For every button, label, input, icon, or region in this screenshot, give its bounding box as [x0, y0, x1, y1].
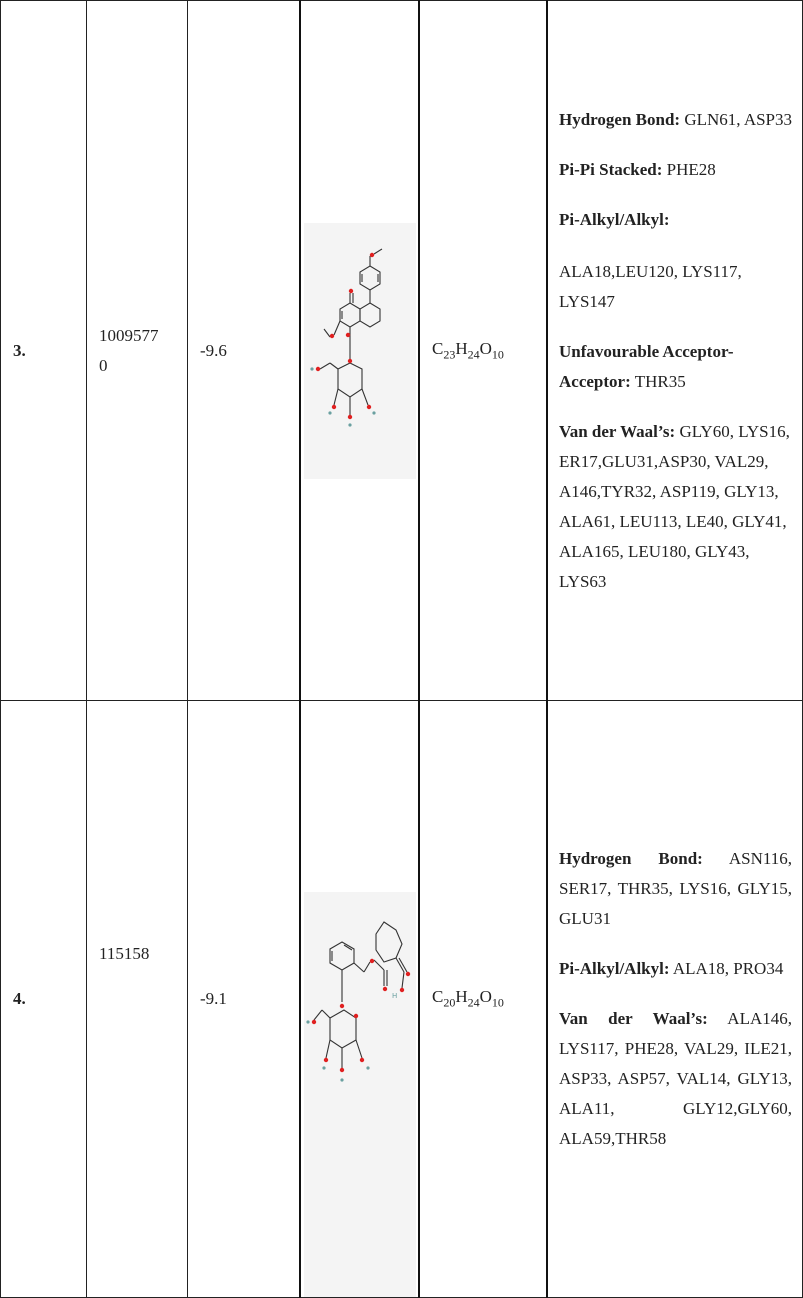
compound-id — [87, 939, 179, 969]
table-row — [1, 701, 803, 1298]
structure-cell — [300, 701, 419, 1298]
interaction-van-der-waals: Van der Waal’s: ALA146, LYS117, PHE28, VAL29, ILE21, ASP33, ASP57, VAL14, GLY13, ALA11, GLY12,GLY60, ALA59,THR58 — [559, 1009, 792, 1148]
docking-score: -9.6 — [200, 340, 227, 360]
row-number-cell — [1, 1, 87, 701]
molecular-formula: $C_{20}H_{24}O_{10}$ — [432, 987, 504, 1010]
compound-id-cell — [87, 1, 188, 701]
formula-cell — [419, 701, 547, 1298]
interactions-list — [548, 844, 802, 1154]
molecular-formula: $C_{23}H_{24}O_{10}$ — [432, 338, 504, 362]
row-number: 4. — [13, 989, 26, 1008]
table-row — [1, 1, 803, 701]
interaction-pi-alkyl: Pi-Alkyl/Alkyl: — [559, 209, 670, 229]
isoflavone-glycoside-structure-icon — [304, 223, 416, 479]
atom-label: H — [391, 992, 397, 1000]
docking-score-cell — [188, 1, 301, 701]
interaction-pi-alkyl-residues: ALA18,LEU120, LYS117, LYS147 — [559, 261, 742, 311]
interaction-unfavourable: Unfavourable Acceptor-Acceptor: THR35 — [559, 341, 734, 391]
formula-cell — [419, 1, 547, 701]
interactions-cell — [547, 701, 803, 1298]
compound-id — [87, 321, 179, 381]
interactions-cell — [547, 1, 803, 701]
interactions-list — [548, 105, 802, 597]
interaction-van-der-waals: Van der Waal’s: GLY60, LYS16, ER17,GLU31,ASP30, VAL29, A146,TYR32, ASP119, GLY13, ALA61, LEU113, LE40, GLY41, ALA165, LEU180, GLY43, LYS63 — [559, 421, 790, 591]
compound-id-line1: 115158 — [99, 944, 150, 963]
interaction-hydrogen-bond: Hydrogen Bond: ASN116, SER17, THR35, LYS16, GLY15, GLU31 — [559, 849, 792, 928]
docking-score: -9.1 — [200, 989, 227, 1008]
compound-id-line2: 0 — [99, 355, 108, 375]
row-number-cell — [1, 701, 87, 1298]
compound-id-line1: 1009577 — [99, 325, 159, 345]
structure-cell — [300, 1, 419, 701]
interaction-pi-alkyl: Pi-Alkyl/Alkyl: ALA18, PRO34 — [559, 959, 784, 978]
compound-id-cell — [87, 701, 188, 1298]
interaction-pi-pi: Pi-Pi Stacked: PHE28 — [559, 159, 716, 179]
docking-score-cell — [188, 701, 301, 1298]
interaction-hydrogen-bond: Hydrogen Bond: GLN61, ASP33 — [559, 109, 793, 129]
row-number: 3. — [13, 340, 26, 360]
salicin-ester-glycoside-structure-icon — [304, 892, 416, 1297]
